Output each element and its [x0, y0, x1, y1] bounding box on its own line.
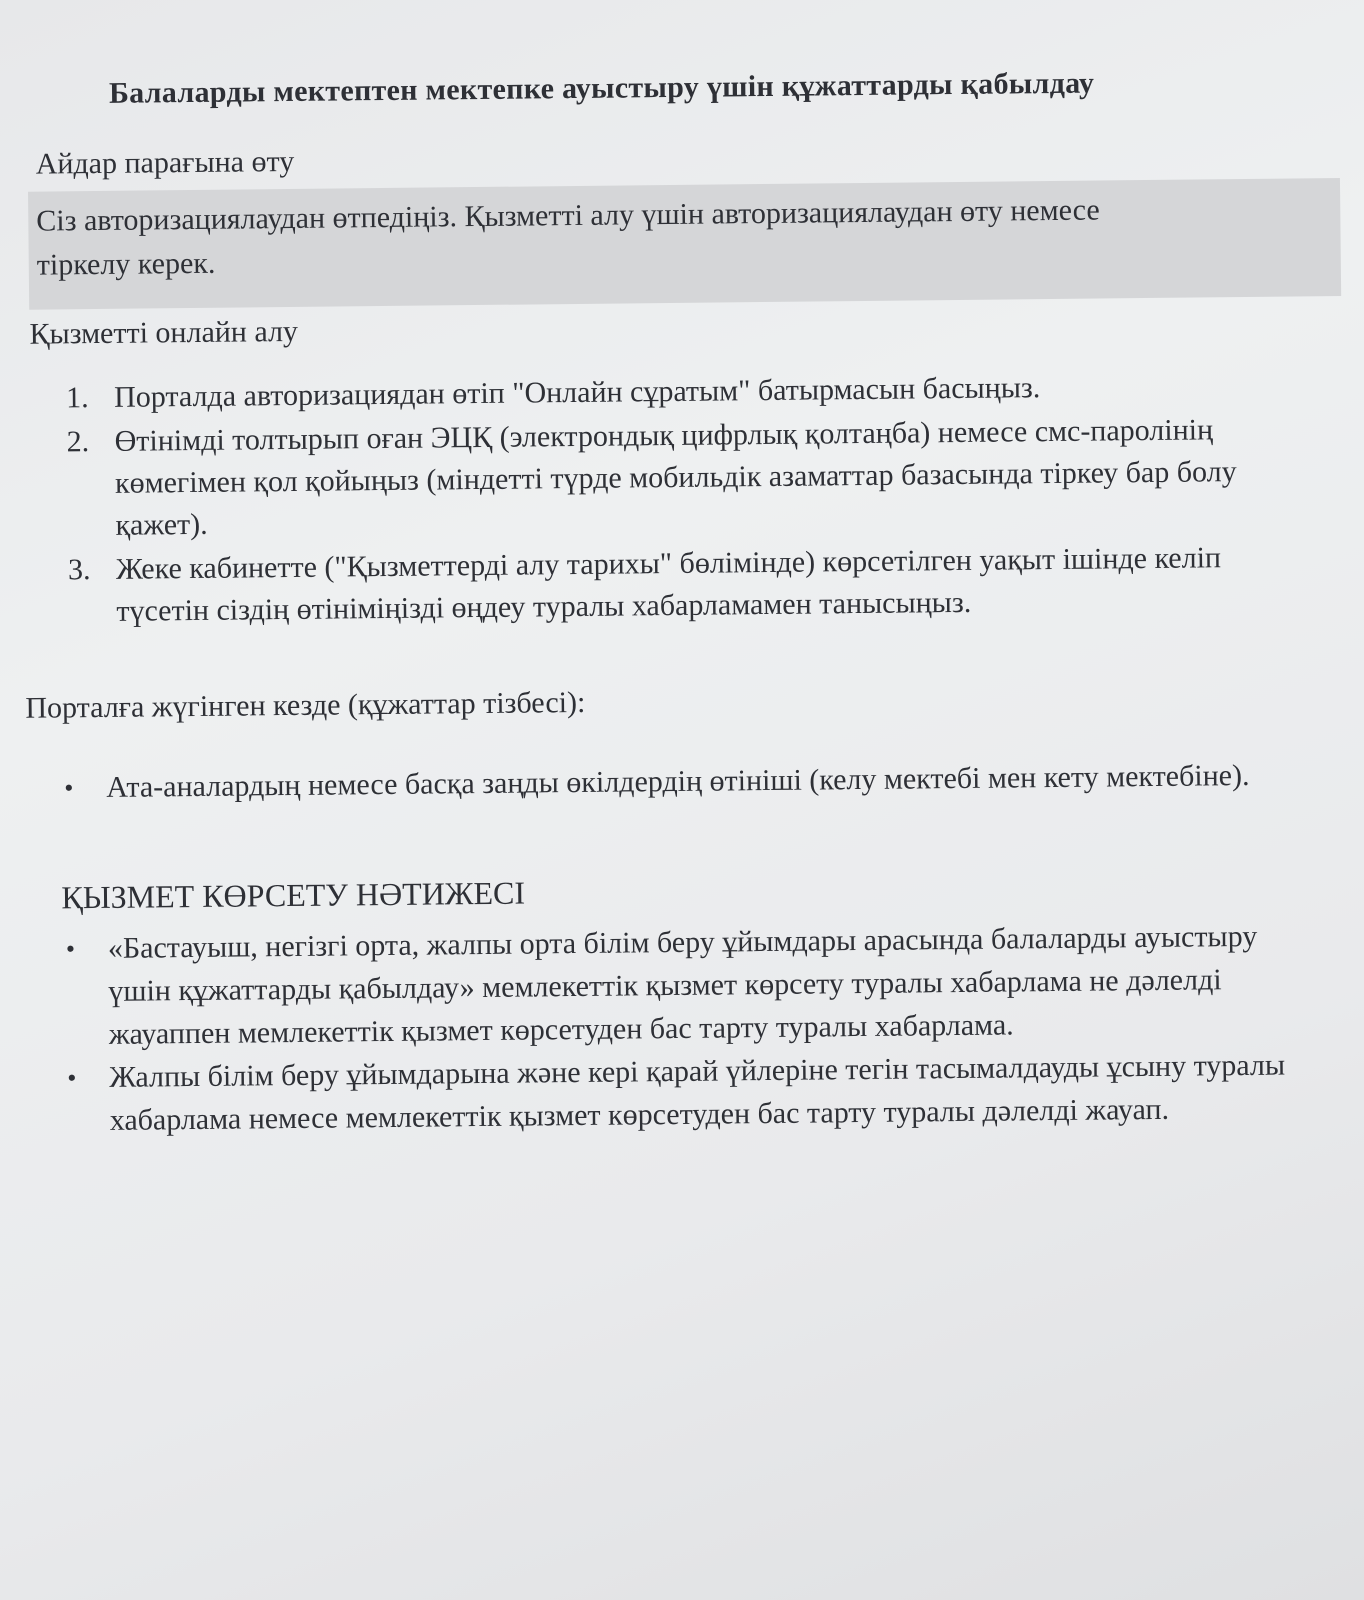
step-text: Өтінімді толтырып оған ЭЦҚ (электрондық цифрлық қолтаңба) немесе смс-паролінің көмегімен қол қойыңыз (міндетті түрде мобильдік азаматтар базасында тіркеу бар болу қажет). — [114, 413, 1237, 542]
result-item — [66, 914, 1317, 1056]
document-title: Балаларды мектептен мектепке ауыстыру үшін құжаттарды қабылдау — [108, 66, 1095, 110]
result-item-text: Жалпы білім беру ұйымдарына және кері қарай үйлеріне тегін тасымалдауды ұсыну туралы хабарлама немесе мемлекеттік қызмет көрсетуден бас тарту туралы дәлелді жауап. — [109, 1048, 1286, 1137]
step-number: 2. — [66, 425, 90, 459]
results-list — [66, 914, 1318, 1142]
service-result-heading: ҚЫЗМЕТ КӨРСЕТУ НӘТИЖЕСІ — [61, 874, 526, 916]
steps-list — [66, 364, 1299, 635]
bullet-marker: • — [64, 773, 74, 803]
online-service-heading: Қызметті онлайн алу — [29, 314, 299, 351]
step-item — [66, 408, 1297, 547]
auth-notice-text: Сіз авторизациялаудан өтпедіңіз. Қызметті алу үшін авторизациялаудан өту немесе тіркелу керек. — [36, 193, 1100, 282]
step-text: Порталда авторизациядан өтіп "Онлайн сұратым" батырмасын басыңыз. — [113, 371, 1041, 414]
step-item — [68, 536, 1299, 633]
document-item-text: Ата-аналардың немесе басқа заңды өкілдердің өтініші (келу мектебі мен кету мектебіне). — [106, 758, 1250, 804]
aydar-page-link[interactable]: Айдар парағына өту — [35, 144, 295, 181]
document-item — [64, 754, 1314, 809]
portal-documents-heading: Порталға жүгінген кезде (құжаттар тізбесі): — [25, 685, 586, 725]
result-item-text: «Бастауыш, негізгі орта, жалпы орта білім беру ұйымдары арасында балаларды ауыстыру үшін құжаттарды қабылдау» мемлекеттік қызмет көрсету туралы хабарлама не дәлелді жауаппен мемлекеттік қызмет көрсетуден бас тарту туралы хабарлама. — [107, 919, 1258, 1051]
documents-list — [64, 754, 1314, 809]
bullet-marker: • — [67, 1063, 77, 1093]
auth-notice-box — [28, 178, 1341, 310]
result-item — [67, 1043, 1318, 1142]
step-number: 1. — [65, 381, 89, 415]
step-text: Жеке кабинетте ("Қызметтерді алу тарихы" бөлімінде) көрсетілген уақыт ішінде келіп түсетін сіздің өтініміңізді өңдеу туралы хабарламамен танысыңыз. — [115, 541, 1222, 628]
bullet-marker: • — [65, 934, 76, 964]
step-number: 3. — [67, 553, 91, 587]
